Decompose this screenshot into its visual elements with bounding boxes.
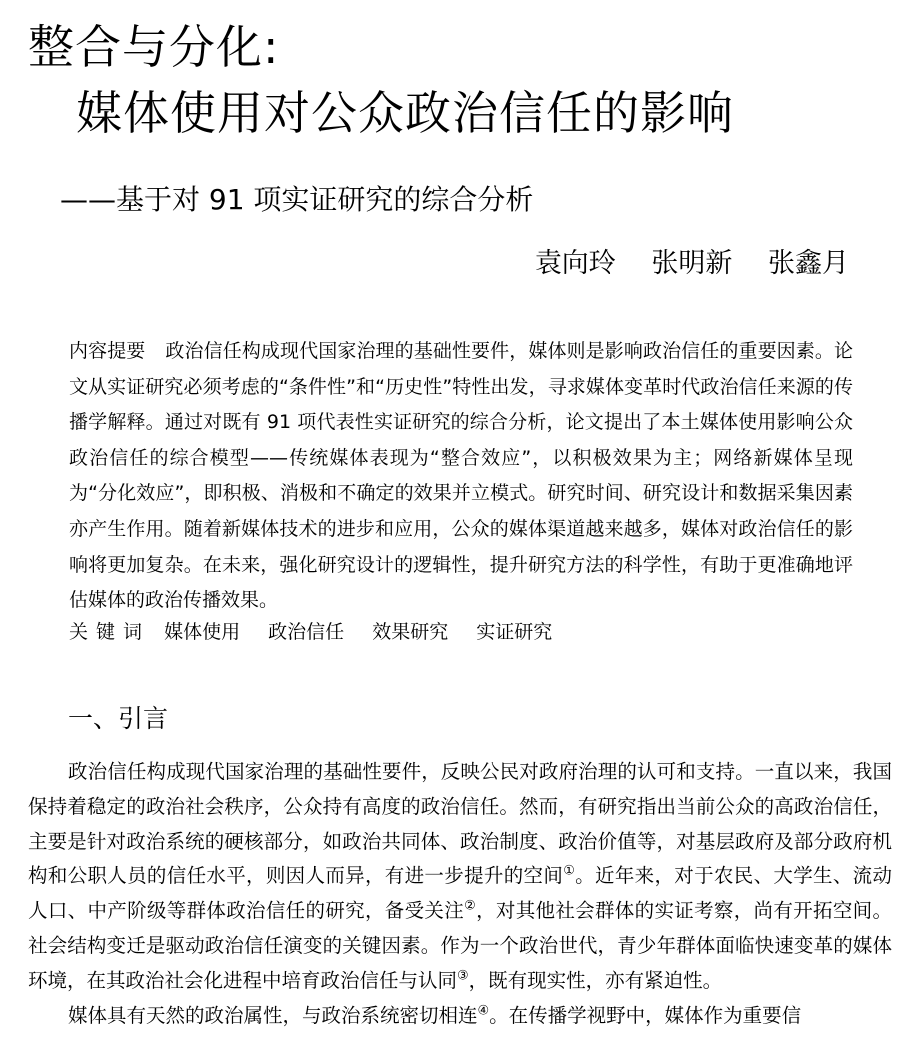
section-heading: 一、引言 bbox=[68, 704, 169, 733]
footnote-marker[interactable]: ② bbox=[464, 898, 477, 914]
paragraph-text: ，对其他社会群体的实证考察，尚有开拓空间。社会结构变迁是驱动政治信任演变的关键因素。作为一个政治世代，青少年群体面临快速变革的媒体环境，在其政治社会化进程中培育政治信任与认同 bbox=[28, 899, 892, 992]
keyword: 政治信任 bbox=[268, 621, 345, 643]
paragraph-text: 政治信任构成现代国家治理的基础性要件，反映公民对政府治理的认可和支持。一直以来，我国保持着稳定的政治社会秩序，公众持有高度的政治信任。然而，有研究指出当前公众的高政治信任，主要是针对政治系统的硬核部分，如政治共同体、政治制度、政治价值等，对基层政府及部分政府机构和公职人员的信任水平，则因人而异，有进一步提升的空间 bbox=[28, 760, 892, 888]
abstract-text: 政治信任构成现代国家治理的基础性要件，媒体则是影响政治信任的重要因素。论文从实证研究必须考虑的“条件性”和“历史性”特性出发，寻求媒体变革时代政治信任来源的传播学解释。通过对既有 91 项代表性实证研究的综合分析，论文提出了本土媒体使用影响公众政治信任的综合模型——传统媒体表现为“整合效应”，以积极效果为主；网络新媒体呈现为“分化效应”，即积极、消极和不确定的效果并立模式。研究时间、研究设计和数据采集因素亦产生作用。随着新媒体技术的进步和应用，公众的媒体渠道越来越多，媒体对政治信任的影响将更加复杂。在未来，强化研究设计的逻辑性，提升研究方法的科学性，有助于更准确地评估媒体的政治传播效果。 bbox=[69, 340, 853, 612]
author-name: 张鑫月 bbox=[768, 248, 849, 279]
footnote-marker[interactable]: ③ bbox=[457, 968, 469, 984]
paragraph-text: 。在传播学视野中，媒体作为重要信 bbox=[489, 1003, 802, 1027]
body-paragraph bbox=[28, 999, 892, 1034]
author-name: 张明新 bbox=[651, 248, 733, 279]
keyword: 媒体使用 bbox=[164, 621, 241, 643]
paragraph-text: 。近年来，对于农民、大学生、流动人口、中产阶级等群体政治信任的研究，备受关注 bbox=[28, 864, 892, 923]
paragraph-text: 媒体具有天然的政治属性，与政治系统密切相连 bbox=[68, 1003, 478, 1027]
author-list bbox=[535, 244, 849, 284]
keywords-label: 关键词 bbox=[69, 621, 151, 643]
abstract-label: 内容提要 bbox=[69, 340, 146, 362]
keyword: 实证研究 bbox=[476, 621, 553, 643]
author-name: 袁向玲 bbox=[534, 248, 616, 279]
body-text bbox=[28, 755, 892, 1033]
article-title-line-2: 媒体使用对公众政治信任的影响 bbox=[76, 86, 734, 140]
abstract bbox=[69, 334, 853, 619]
article-title-line-1: 整合与分化: bbox=[28, 20, 280, 74]
footnote-marker[interactable]: ④ bbox=[477, 1003, 490, 1019]
article-subtitle: ——基于对 91 项实证研究的综合分析 bbox=[60, 183, 534, 216]
keyword: 效果研究 bbox=[372, 621, 449, 643]
body-paragraph bbox=[28, 755, 892, 999]
keywords bbox=[69, 615, 574, 650]
footnote-marker[interactable]: ① bbox=[563, 863, 576, 879]
paragraph-text: ，既有现实性，亦有紧迫性。 bbox=[468, 968, 723, 992]
